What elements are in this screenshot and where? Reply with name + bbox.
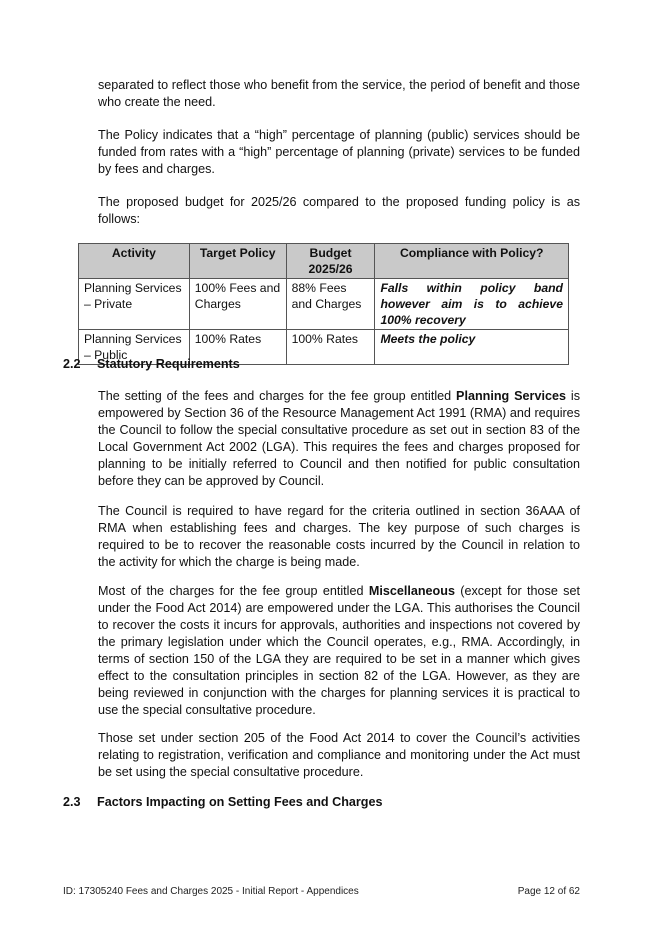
paragraph-statutory-planning: The setting of the fees and charges for the fee group entitled Planning Services is empowered by Section 36 of the Resource Management Act 1991 (RMA) and requires the Council to follow the special consultative procedure as set out in section 83 of the Local Government Act 2002 (LGA). This requires the fees and charges proposed for planning to be initially referred to Council and then notified for public consultation before they can be approved by Council. (98, 389, 580, 488)
column-header-budget: Budget 2025/26 (286, 244, 375, 279)
paragraph-criteria: The Council is required to have regard for the criteria outlined in section 36AAA of RMA when establishing fees and charges. The key purpose of such charges is required to be to recover the reasonable costs incurred by the Council in relation to the activity for which the charge is being made. (98, 504, 580, 569)
section-title: Statutory Requirements (97, 357, 240, 371)
cell-compliance: Falls within policy band however aim is to achieve 100% recovery (375, 279, 569, 330)
bold-term-miscellaneous: Miscellaneous (368, 584, 455, 598)
table-header-row (79, 244, 569, 279)
cell-activity: Planning Services – Public (79, 330, 190, 365)
section-heading-2-2 (63, 356, 240, 373)
cell-activity: Planning Services – Private (79, 279, 190, 330)
paragraph-miscellaneous: Most of the charges for the fee group entitled Miscellaneous (except for those set under the Food Act 2014) are empowered under the LGA. This authorises the Council to recover the costs it incurs for approvals, authorities and inspections not covered by the primary legislation under which the Council operates, e.g., RMA. Accordingly, in terms of section 150 of the LGA they are required to be set in a manner which gives effect to the consultation principles in section 82 of the LGA. However, as they are being reviewed in conjunction with the charges for planning services it is practical to use the special consultative procedure. (98, 584, 580, 717)
column-header-compliance: Compliance with Policy? (375, 244, 569, 279)
paragraph-funding-separation: separated to reflect those who benefit from the service, the period of benefit and those who create the need. (98, 78, 580, 109)
table-row (79, 279, 569, 330)
section-number: 2.3 (63, 795, 81, 809)
footer-page-number: Page 12 of 62 (517, 886, 580, 897)
cell-budget: 88% Fees and Charges (286, 279, 375, 330)
section-heading-2-3 (63, 794, 383, 811)
section-number: 2.2 (63, 357, 81, 371)
cell-budget: 100% Rates (286, 330, 375, 365)
bold-term-planning-services: Planning Services (456, 389, 566, 403)
column-header-target-policy: Target Policy (189, 244, 286, 279)
paragraph-food-act: Those set under section 205 of the Food Act 2014 to cover the Council’s activities relating to registration, verification and compliance and monitoring under the Act must be set using the special consultative procedure. (98, 731, 580, 779)
paragraph-budget-intro: The proposed budget for 2025/26 compared to the proposed funding policy is as follows: (98, 195, 580, 226)
budget-compliance-table (78, 243, 569, 365)
cell-target-policy: 100% Rates (189, 330, 286, 365)
cell-target-policy: 100% Fees and Charges (189, 279, 286, 330)
footer-document-id: ID: 17305240 Fees and Charges 2025 - Initial Report - Appendices (63, 886, 359, 897)
column-header-activity: Activity (79, 244, 190, 279)
section-title: Factors Impacting on Setting Fees and Charges (97, 795, 383, 809)
paragraph-policy: The Policy indicates that a “high” percentage of planning (public) services should be funded from rates with a “high” percentage of planning (private) services to be funded by fees and charges. (98, 128, 580, 176)
cell-compliance: Meets the policy (375, 330, 569, 365)
